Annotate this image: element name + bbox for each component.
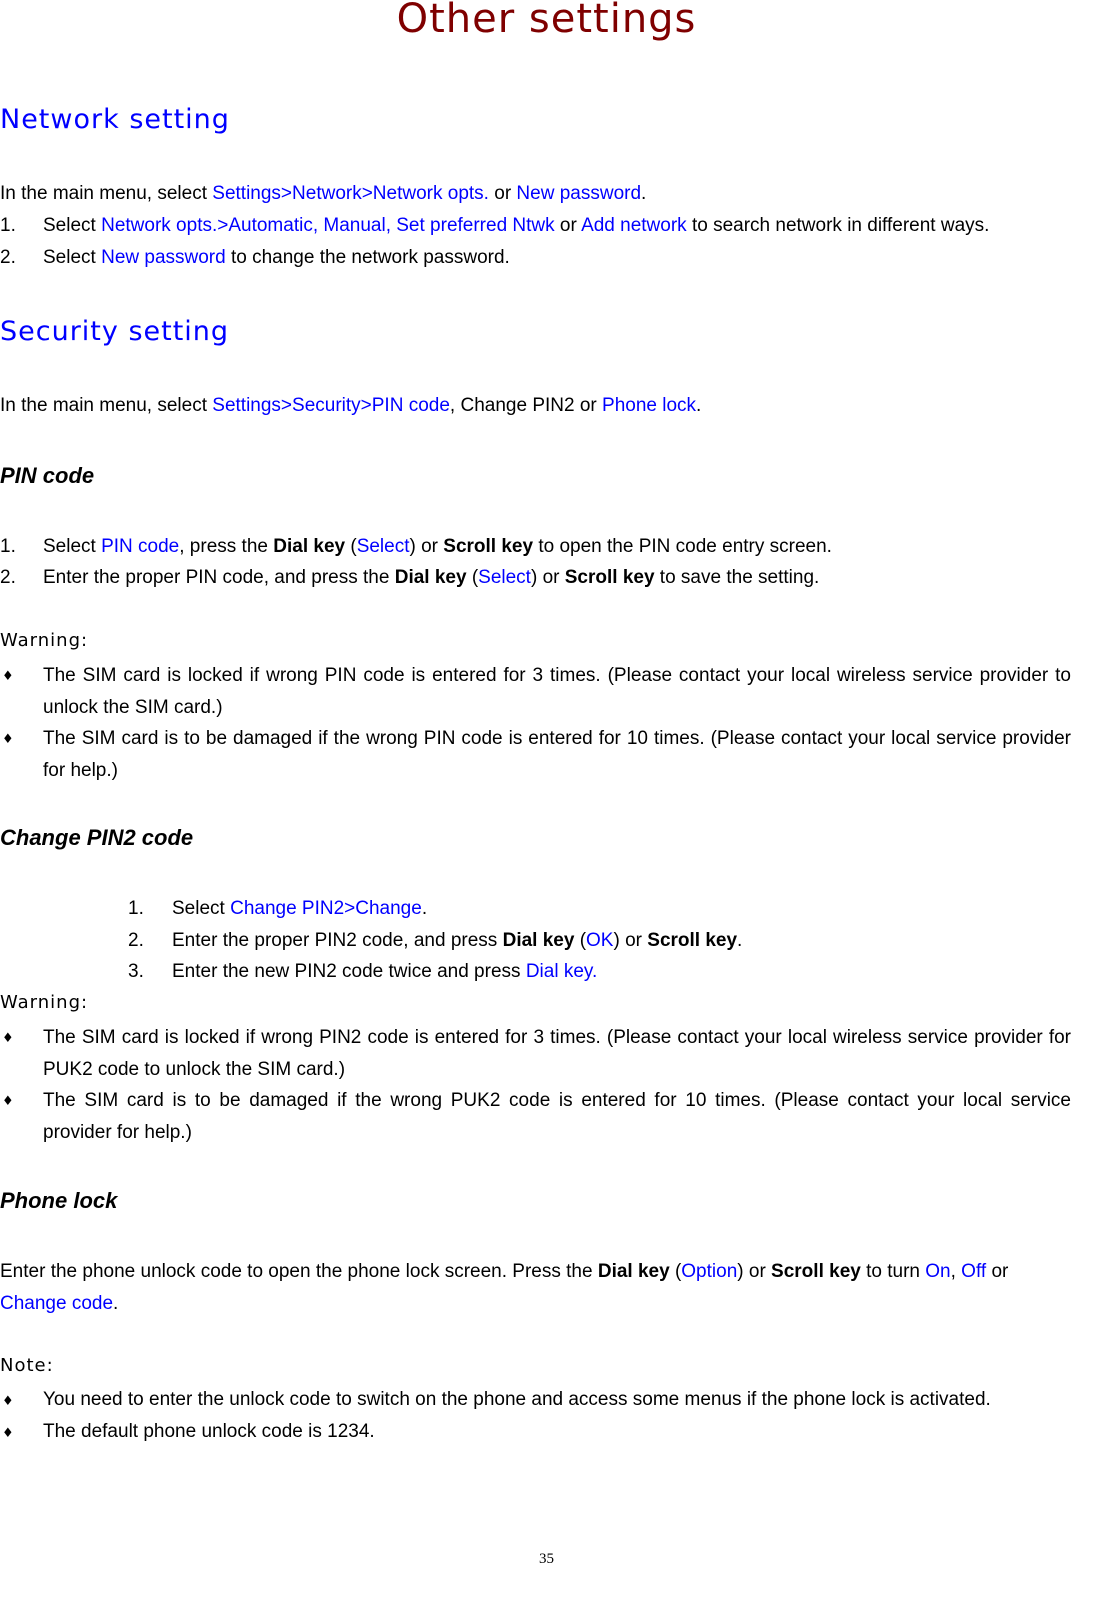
diamond-bullet-icon: ♦: [2, 732, 14, 747]
pin-code-heading: PIN code: [0, 463, 95, 488]
page-number: 35: [539, 1551, 554, 1567]
change-pin2-heading: Change PIN2 code: [0, 825, 194, 850]
document-page: Other settings Network setting In the main menu, select Settings>Network>Network opts. or New password. 1. Select Network opts.>Automatic, Manual, Set preferred Ntwk or Add network to search network in different ways. 2. Select New password to change the network password. Security setting In the main menu, select Settings>Security>PIN code, Change PIN2 or Phone lock. PIN code 1. Select PIN code, press the Dial key (Select) or Scroll key to open the PIN code entry screen. 2. Enter the proper PIN code, and press the Dial key (Select) or Scroll key to save the setting. Warning: ♦ The SIM card is locked if wrong PIN code is entered for 3 times. (Please contact your local wireless service provider to unlock the SIM card.) ♦ The SIM card is to be damaged if the wrong PIN code is entered for 10 times. (Please contact your local service provider for help.) Change PIN2 code 1. Select Change PIN2>Change. 2. Enter the proper PIN2 code, and press Dial key (OK) or Scroll key. 3. Enter the new PIN2 code twice and press Dial key. Warning: ♦ The SIM card is locked if wrong PIN2 code is entered for 3 times. (Please contact your local wireless service provider for PUK2 code to unlock the SIM card.) ♦ The SIM card is to be damaged if the wrong PUK2 code is entered for 10 times. (Please contact your local service provider for help.) Phone lock Enter the phone unlock code to open the phone lock screen. Press the Dial key (Option) or Scroll key to turn On, Off or Change code. Note: ♦ You need to enter the unlock code to switch on the phone and access some menus if the phone lock is activated. ♦ The default phone unlock code is 1234. 35: [0, 0, 1093, 1602]
page-title: Other settings: [396, 0, 697, 42]
network-intro: In the main menu, select Settings>Network>Network opts. or New password.: [0, 183, 647, 204]
diamond-bullet-icon: ♦: [2, 1031, 14, 1046]
pin-warning-label: Warning:: [0, 630, 89, 651]
diamond-bullet-icon: ♦: [2, 669, 14, 684]
note-label: Note:: [0, 1355, 54, 1376]
phone-lock-paragraph-line2: Change code.: [0, 1293, 119, 1314]
network-setting-heading: Network setting: [0, 104, 230, 135]
pin-warning-2: The SIM card is to be damaged if the wrong PIN code is entered for 10 times. (Please contact your local service provider for help.): [43, 728, 1071, 781]
note-1: You need to enter the unlock code to switch on the phone and access some menus if the phone lock is activated.: [43, 1389, 991, 1410]
security-setting-heading: Security setting: [0, 316, 230, 347]
phone-lock-paragraph-line1: Enter the phone unlock code to open the phone lock screen. Press the Dial key (Option) or Scroll key to turn On, Off or: [0, 1261, 1009, 1282]
phone-lock-heading: Phone lock: [0, 1188, 118, 1213]
diamond-bullet-icon: ♦: [2, 1394, 14, 1409]
security-intro: In the main menu, select Settings>Security>PIN code, Change PIN2 or Phone lock.: [0, 395, 702, 416]
pin2-warning-2: The SIM card is to be damaged if the wrong PUK2 code is entered for 10 times. (Please contact your local service provider for help.): [43, 1090, 1071, 1143]
note-2: The default phone unlock code is 1234.: [43, 1421, 375, 1442]
diamond-bullet-icon: ♦: [2, 1094, 14, 1109]
pin-warning-1: The SIM card is locked if wrong PIN code is entered for 3 times. (Please contact your local wireless service provider to unlock the SIM card.): [43, 665, 1071, 718]
pin2-warning-1: The SIM card is locked if wrong PIN2 code is entered for 3 times. (Please contact your local wireless service provider for PUK2 code to unlock the SIM card.): [43, 1027, 1071, 1080]
diamond-bullet-icon: ♦: [2, 1426, 14, 1441]
pin2-warning-label: Warning:: [0, 992, 89, 1013]
